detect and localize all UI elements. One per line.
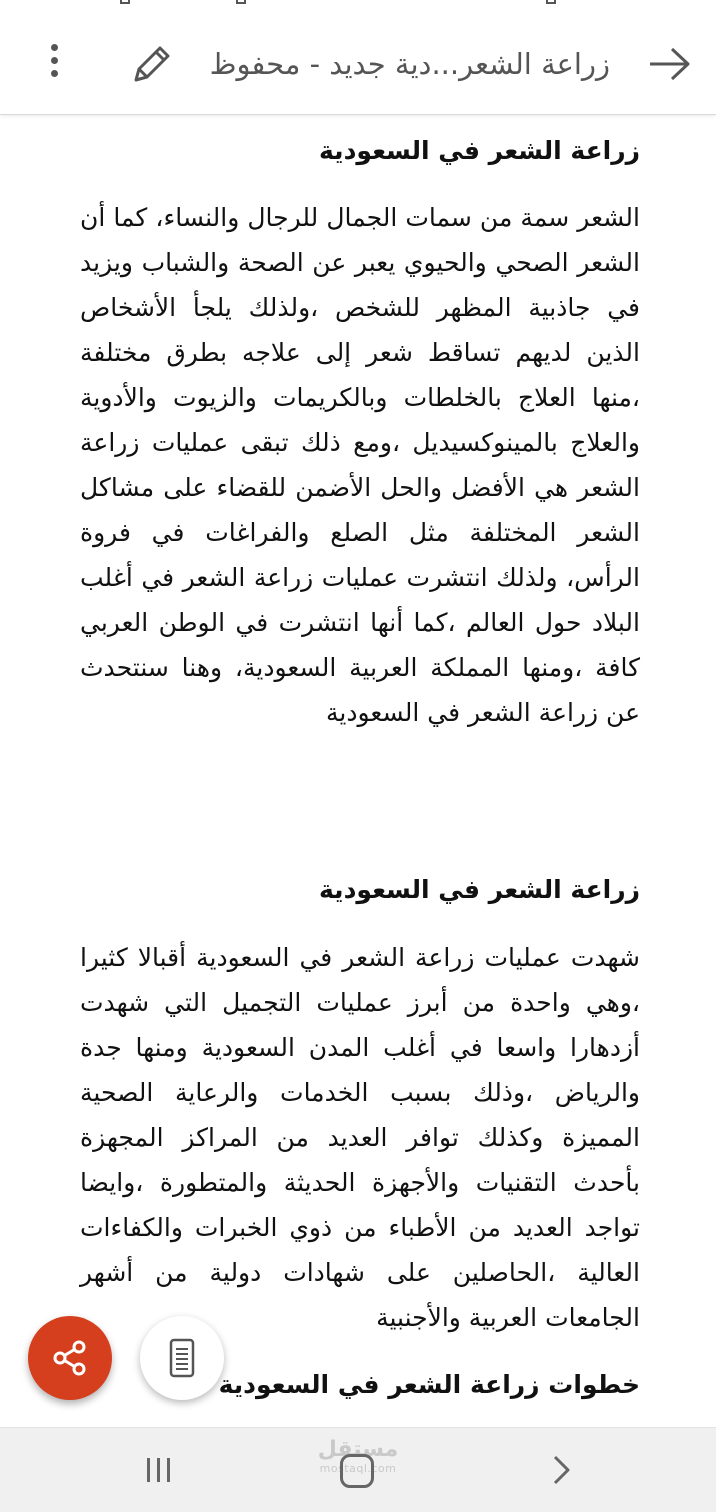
status-icon	[236, 0, 246, 4]
share-icon	[49, 1337, 91, 1379]
mobile-view-button[interactable]	[140, 1316, 224, 1400]
back-button[interactable]	[546, 1452, 576, 1488]
document-title[interactable]: زراعة الشعر...دية جديد - محفوظ	[210, 47, 610, 81]
more-vertical-icon-dot	[51, 70, 58, 77]
arrow-right-icon	[646, 44, 694, 84]
section-heading: زراعة الشعر في السعودية	[319, 875, 640, 904]
watermark-arabic: مستقل	[317, 1437, 399, 1462]
app-bar	[0, 8, 716, 115]
share-button[interactable]	[28, 1316, 112, 1400]
status-icon	[546, 0, 556, 4]
recents-icon	[147, 1458, 150, 1482]
recents-icon-bar	[157, 1458, 160, 1482]
edit-button[interactable]	[126, 38, 178, 90]
chevron-right-icon	[546, 1452, 576, 1488]
more-options-button[interactable]	[32, 38, 76, 82]
pencil-icon	[126, 38, 178, 90]
recents-button[interactable]	[140, 1454, 176, 1486]
status-bar	[0, 0, 716, 8]
watermark-latin: mostaql.com	[319, 1462, 397, 1475]
status-icon	[120, 0, 130, 4]
home-button[interactable]	[340, 1454, 374, 1488]
forward-button[interactable]	[646, 44, 694, 84]
mobile-view-icon	[165, 1337, 199, 1379]
section-heading: خطوات زراعة الشعر في السعودية	[218, 1370, 640, 1399]
more-vertical-icon	[51, 44, 58, 51]
more-vertical-icon-dot	[51, 57, 58, 64]
system-navigation-bar	[0, 1427, 716, 1512]
recents-icon-bar	[167, 1458, 170, 1482]
paragraph: شهدت عمليات زراعة الشعر في السعودية أقبالا كثيرا ،وهي واحدة من أبرز عمليات التجميل التي شهدت أزدهارا واسعا في أغلب المدن السعودية ومنها جدة والرياض ،وذلك بسبب الخدمات والرعاية الصحية المميزة وكذلك توافر العديد من المراكز المجهزة بأحدث التقنيات والأجهزة الحديثة والمتطورة ،وايضا تواجد العديد من الأطباء من ذوي الخبرات والكفاءات العالية ،الحاصلين على شهادات دولية من أشهر الجامعات العربية والأجنبية	[80, 943, 640, 1332]
section-heading: زراعة الشعر في السعودية	[319, 136, 640, 165]
document-view[interactable]	[0, 115, 716, 1428]
paragraph: الشعر سمة من سمات الجمال للرجال والنساء، كما أن الشعر الصحي والحيوي يعبر عن الصحة والشباب ويزيد في جاذبية المظهر للشخص ،ولذلك يلجأ الأشخاص الذين لديهم تساقط شعر إلى علاجه بطرق مختلفة ،منها العلاج بالخلطات وبالكريمات والزيوت والأدوية والعلاج بالمينوكسيديل ،ومع ذلك تبقى عمليات زراعة الشعر هي الأفضل والحل الأضمن للقضاء على مشاكل الشعر المختلفة مثل الصلع والفراغات في فروة الرأس، ولذلك انتشرت عمليات زراعة الشعر في أغلب البلاد حول العالم ،كما أنها انتشرت في الوطن العربي كافة ،ومنها المملكة العربية السعودية، وهنا سنتحدث عن زراعة الشعر في السعودية	[80, 203, 640, 727]
